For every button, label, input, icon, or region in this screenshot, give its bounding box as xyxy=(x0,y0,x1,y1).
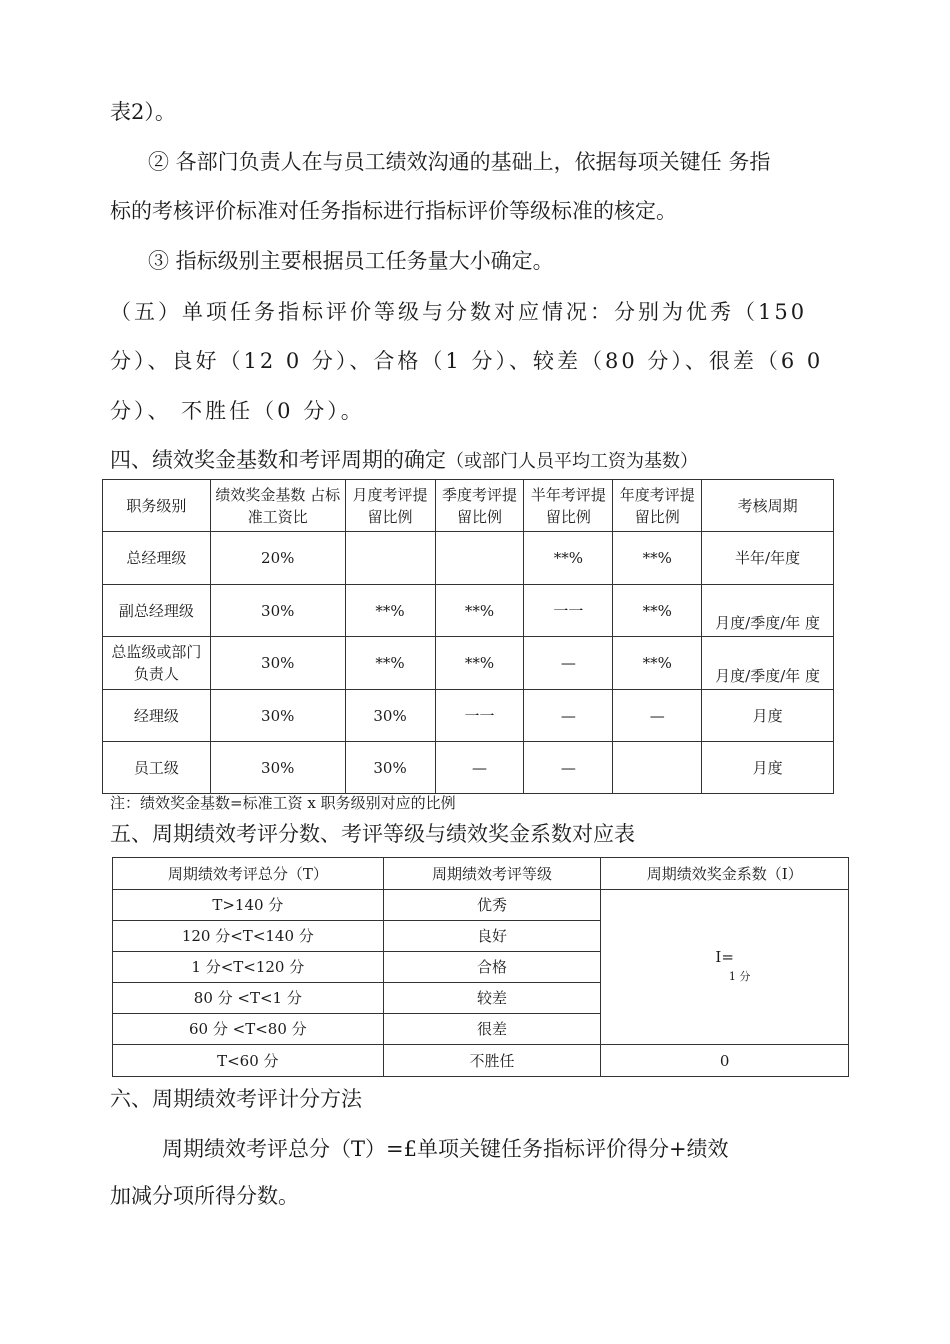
table-cell: 优秀 xyxy=(383,890,601,921)
table-cell: 0 xyxy=(601,1045,849,1077)
table-cell: 总经理级 xyxy=(103,532,211,585)
table-cell: 30% xyxy=(210,690,345,742)
table-cell: **% xyxy=(435,585,524,637)
section-heading-6: 六、周期绩效考评计分方法 xyxy=(110,1087,362,1111)
table-cell: — xyxy=(613,690,702,742)
paragraph-line: 分）、 不胜任（0 分）。 xyxy=(110,399,365,423)
table-cell: **% xyxy=(613,637,702,690)
table-cell: T<60 分 xyxy=(113,1045,384,1077)
table-header: 考核周期 xyxy=(702,480,834,532)
table-cell: 月度/季度/年 度 xyxy=(702,585,834,637)
table-header: 周期绩效考评等级 xyxy=(383,858,601,890)
paragraph-line: 周期绩效考评总分（T）=£单项关键任务指标评价得分+绩效 xyxy=(162,1137,729,1161)
table-cell: 不胜任 xyxy=(383,1045,601,1077)
table-row xyxy=(113,1045,849,1077)
table-header: 绩效奖金基数 占标准工资比 xyxy=(210,480,345,532)
table-row xyxy=(103,585,834,637)
paragraph-line: ② 各部门负责人在与员工绩效沟通的基础上，依据每项关键任 务指 xyxy=(148,150,771,174)
coefficient-cell xyxy=(601,890,849,1045)
table-cell: 120 分<T<140 分 xyxy=(113,921,384,952)
table-cell: — xyxy=(524,637,613,690)
table-row xyxy=(103,637,834,690)
table-cell: 良好 xyxy=(383,921,601,952)
table-cell: 合格 xyxy=(383,952,601,983)
table-cell xyxy=(435,532,524,585)
table-header-row xyxy=(113,858,849,890)
table-row xyxy=(103,532,834,585)
table-cell: 很差 xyxy=(383,1014,601,1045)
table-cell: 30% xyxy=(210,742,345,794)
table-header-row xyxy=(103,480,834,532)
table-cell: 月度/季度/年 度 xyxy=(702,637,834,690)
table-header: 月度考评提留比例 xyxy=(345,480,435,532)
table-cell: 30% xyxy=(210,637,345,690)
table-row xyxy=(113,890,849,921)
table-cell: — xyxy=(524,742,613,794)
score-grade-table xyxy=(112,857,849,1077)
table-row xyxy=(103,690,834,742)
section-heading-5: 五、周期绩效考评分数、考评等级与绩效奖金系数对应表 xyxy=(110,822,635,846)
table-header: 年度考评提留比例 xyxy=(613,480,702,532)
formula-sub: 1 分 xyxy=(728,970,751,983)
paragraph-line: ③ 指标级别主要根据员工任务量大小确定。 xyxy=(148,249,554,273)
table-cell: 半年/年度 xyxy=(702,532,834,585)
table-header: 季度考评提留比例 xyxy=(435,480,524,532)
paragraph-line: （五）单项任务指标评价等级与分数对应情况：分别为优秀（150 xyxy=(110,300,808,324)
paragraph-line: 表2）。 xyxy=(110,100,176,124)
table-cell: **% xyxy=(345,637,435,690)
paragraph-line: 加减分项所得分数。 xyxy=(110,1184,299,1208)
table-cell: 经理级 xyxy=(103,690,211,742)
paragraph-line: 标的考核评价标准对任务指标进行指标评价等级标准的核定。 xyxy=(110,199,677,223)
table-cell: 月度 xyxy=(702,742,834,794)
section-title: 四、绩效奖金基数和考评周期的确定 xyxy=(110,448,446,472)
table-header: 职务级别 xyxy=(103,480,211,532)
table-cell: — xyxy=(524,690,613,742)
bonus-base-table xyxy=(102,479,834,794)
table-cell: 1 分<T<120 分 xyxy=(113,952,384,983)
formula-main: I= xyxy=(715,948,734,966)
table-cell: 月度 xyxy=(702,690,834,742)
table-cell: 一一 xyxy=(524,585,613,637)
table-cell: 30% xyxy=(345,690,435,742)
table-cell: 30% xyxy=(210,585,345,637)
table-cell: 20% xyxy=(210,532,345,585)
table-cell: 总监级或部门负责人 xyxy=(103,637,211,690)
table-note: 注：绩效奖金基数=标准工资 x 职务级别对应的比例 xyxy=(110,794,456,812)
table-cell: T>140 分 xyxy=(113,890,384,921)
table-cell: **% xyxy=(435,637,524,690)
table-cell: 副总经理级 xyxy=(103,585,211,637)
table-cell: 一一 xyxy=(435,690,524,742)
section-subtitle: （或部门人员平均工资为基数） xyxy=(446,451,698,472)
table-cell: **% xyxy=(613,532,702,585)
paragraph-line: 分）、良好（12 0 分）、合格（1 分）、较差（80 分）、很差（6 0 xyxy=(110,349,824,373)
table-row xyxy=(103,742,834,794)
section-heading-4 xyxy=(110,444,698,474)
table-cell: 30% xyxy=(345,742,435,794)
table-cell: **% xyxy=(524,532,613,585)
table-cell xyxy=(345,532,435,585)
table-cell: 80 分 <T<1 分 xyxy=(113,983,384,1014)
table-header: 周期绩效考评总分（T） xyxy=(113,858,384,890)
table-header: 半年考评提留比例 xyxy=(524,480,613,532)
coefficient-formula xyxy=(699,948,751,986)
table-cell: 较差 xyxy=(383,983,601,1014)
table-cell: **% xyxy=(345,585,435,637)
table-cell: 员工级 xyxy=(103,742,211,794)
table-cell: — xyxy=(435,742,524,794)
table-cell xyxy=(613,742,702,794)
table-cell: **% xyxy=(613,585,702,637)
table-cell: 60 分 <T<80 分 xyxy=(113,1014,384,1045)
table-header: 周期绩效奖金系数（I） xyxy=(601,858,849,890)
